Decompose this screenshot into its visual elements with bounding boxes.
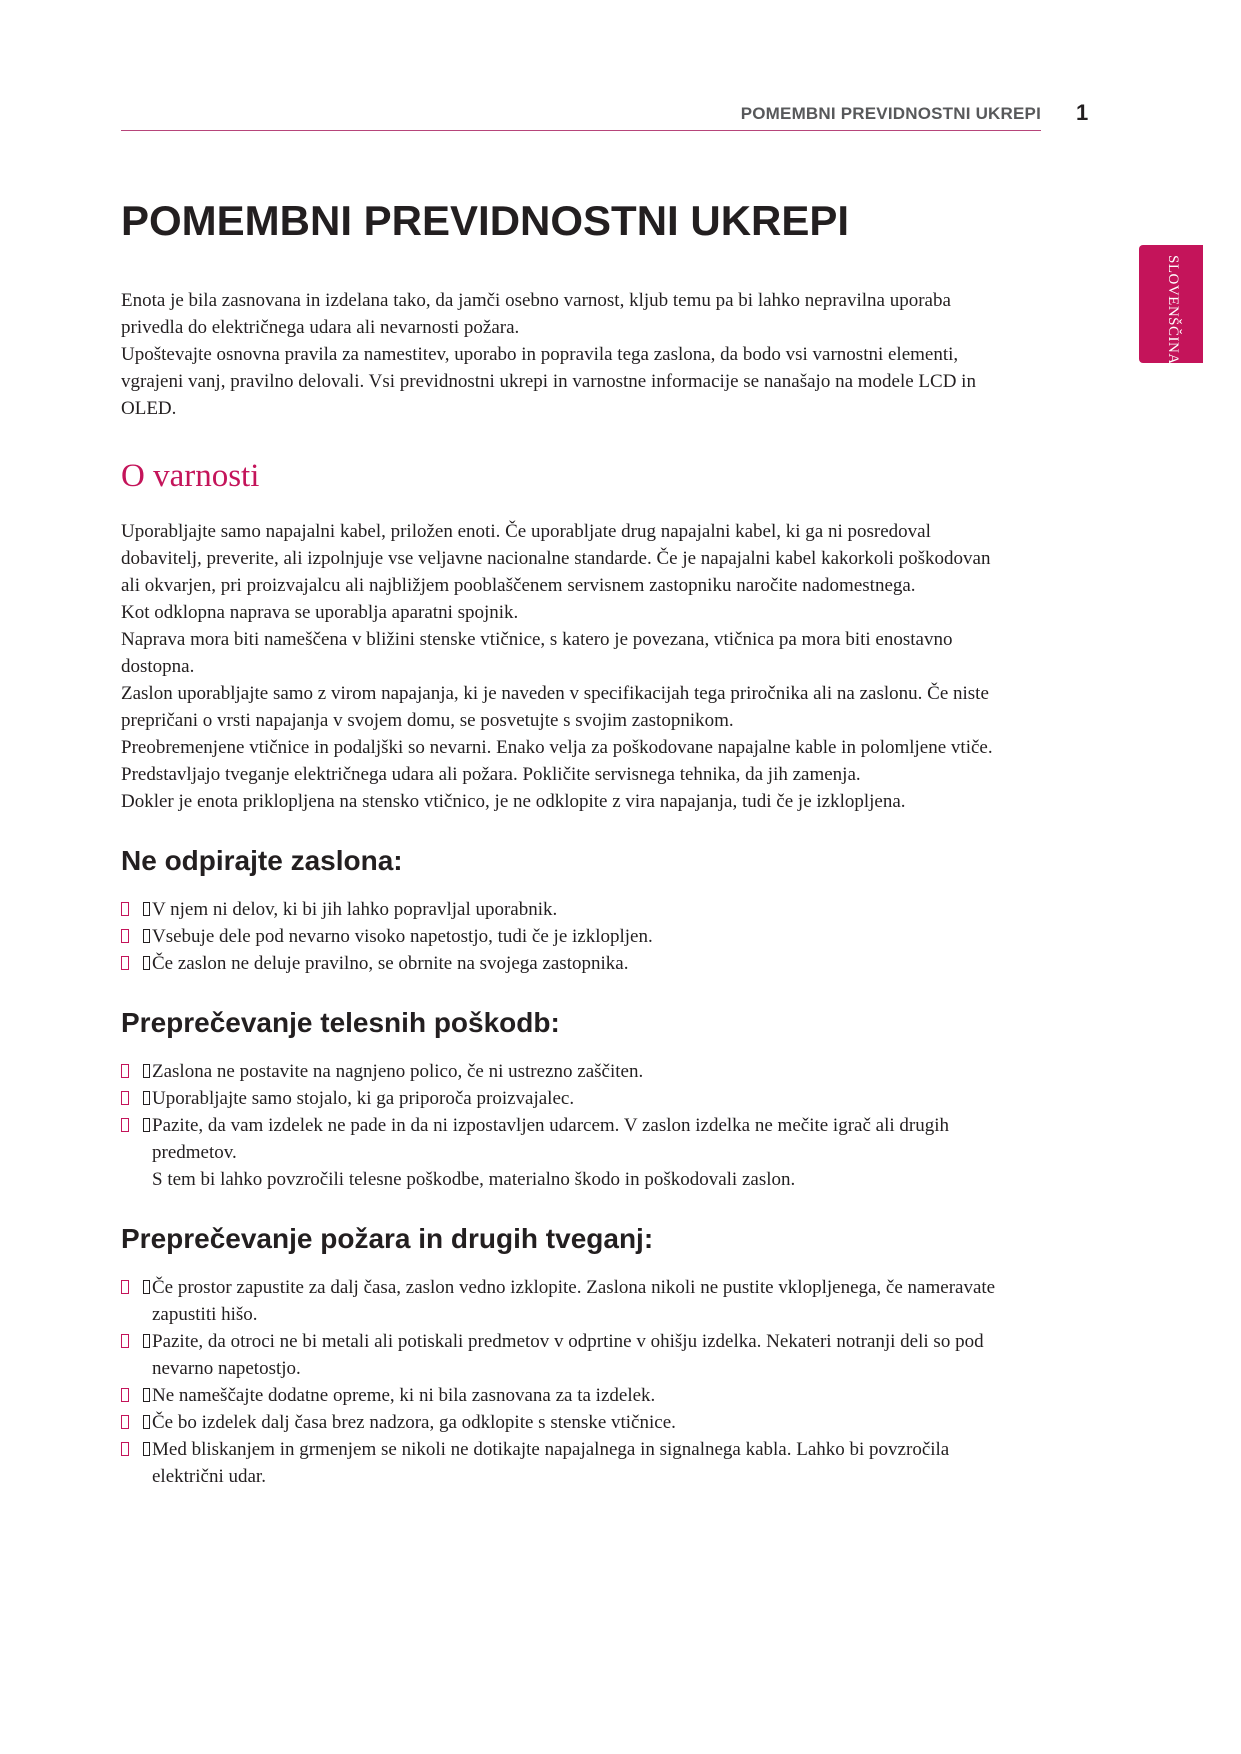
bullet-icon <box>143 902 150 916</box>
language-tab-label: SLOVENŠČINA <box>1165 255 1181 365</box>
bullet-icon <box>121 956 129 970</box>
bullet-icon <box>143 1442 150 1456</box>
list-item-text: S tem bi lahko povzročili telesne poškodbe, materialno škodo in poškodovali zaslon. <box>152 1169 796 1190</box>
bullet-icon <box>143 1064 150 1078</box>
safety-paragraph: Uporabljajte samo napajalni kabel, priložen enoti. Če uporabljate drug napajalni kabel, ki ga ni posredoval dobavitelj, preverite, ali izpolnjuje vse veljavne nacionalne standarde. Če je napajalni kabel kakorkoli poškodovan ali okvarjen, pri proizvajalcu ali najbližjem pooblaščenem servisnem zastopniku naročite nadomestnega. <box>121 521 991 596</box>
section-heading: Ne odpirajte zaslona: <box>121 845 403 876</box>
list-item-text: Zaslona ne postavite na nagnjeno polico, če ni ustrezno zaščiten. <box>152 1061 644 1082</box>
list-item <box>121 1112 1001 1166</box>
bullet-icon <box>143 1091 150 1105</box>
list-item-text: Če zaslon ne deluje pravilno, se obrnite na svojega zastopnika. <box>152 953 629 974</box>
list-item-text: Vsebuje dele pod nevarno visoko napetostjo, tudi če je izklopljen. <box>152 926 653 947</box>
safety-paragraph: Dokler je enota priklopljena na stensko vtičnico, je ne odklopite z vira napajanja, tudi če je izklopljena. <box>121 791 906 812</box>
bullet-icon <box>143 1388 150 1402</box>
intro-paragraph: Enota je bila zasnovana in izdelana tako, da jamči osebno varnost, kljub temu pa bi lahko nepravilna uporaba privedla do električnega udara ali nevarnosti požara. <box>121 290 951 338</box>
list-item <box>121 950 1001 977</box>
list-item <box>121 1382 1001 1409</box>
list-item <box>121 1436 1001 1490</box>
bullet-icon <box>143 1334 150 1348</box>
main-content <box>121 196 1001 1490</box>
list-item-text: Uporabljajte samo stojalo, ki ga priporoča proizvajalec. <box>152 1088 575 1109</box>
list-item-text: Pazite, da otroci ne bi metali ali potiskali predmetov v odprtine v ohišju izdelka. Nekateri notranji deli so pod nevarno napetostjo. <box>152 1331 984 1379</box>
list-item <box>121 1274 1001 1328</box>
section-heading: Preprečevanje požara in drugih tveganj: <box>121 1223 654 1254</box>
page-title: POMEMBNI PREVIDNOSTNI UKREPI <box>121 197 850 244</box>
bullet-icon <box>121 1118 129 1132</box>
list-item <box>121 896 1001 923</box>
bullet-icon <box>121 1064 129 1078</box>
section-heading: Preprečevanje telesnih poškodb: <box>121 1007 560 1038</box>
list-item-text: Pazite, da vam izdelek ne pade in da ni izpostavljen udarcem. V zaslon izdelka ne mečite igrač ali drugih predmetov. <box>152 1115 949 1163</box>
list-item-note <box>121 1166 1001 1193</box>
bullet-icon <box>121 1280 129 1294</box>
bullet-icon <box>143 1415 150 1429</box>
bullet-icon <box>143 1280 150 1294</box>
safety-paragraph: Naprava mora biti nameščena v bližini stenske vtičnice, s katero je povezana, vtičnica pa mora biti enostavno dostopna. <box>121 629 953 677</box>
bullet-icon <box>143 929 150 943</box>
safety-text <box>121 518 1001 815</box>
bullet-list <box>121 1058 1001 1193</box>
intro-paragraph: Upoštevajte osnovna pravila za namestitev, uporabo in popravila tega zaslona, da bodo vsi varnostni elementi, vgrajeni vanj, pravilno delovali. Vsi previdnostni ukrepi in varnostne informacije se nanašajo na modele LCD in OLED. <box>121 344 976 419</box>
bullet-list <box>121 1274 1001 1490</box>
running-header <box>121 100 1041 131</box>
bullet-icon <box>121 929 129 943</box>
bullet-icon <box>121 1334 129 1348</box>
list-item <box>121 1085 1001 1112</box>
safety-paragraph: Zaslon uporabljajte samo z virom napajanja, ki je naveden v specifikacijah tega priročnika ali na zaslonu. Če niste prepričani o vrsti napajanja v svojem domu, se posvetujte s svojim zastopnikom. <box>121 683 989 731</box>
bullet-icon <box>121 1091 129 1105</box>
running-title: POMEMBNI PREVIDNOSTNI UKREPI <box>740 104 1041 123</box>
list-item-text: Če prostor zapustite za dalj časa, zaslon vedno izklopite. Zaslona nikoli ne pustite vklopljenega, če nameravate zapustiti hišo. <box>152 1277 996 1325</box>
language-tab <box>1139 245 1203 363</box>
safety-paragraph: Kot odklopna naprava se uporablja aparatni spojnik. <box>121 602 519 623</box>
bullet-icon <box>121 1442 129 1456</box>
bullet-icon <box>121 902 129 916</box>
intro-text <box>121 287 1001 422</box>
bullet-list <box>121 896 1001 977</box>
list-item <box>121 1328 1001 1382</box>
list-item-text: Če bo izdelek dalj časa brez nadzora, ga odklopite s stenske vtičnice. <box>152 1412 676 1433</box>
bullet-icon <box>143 1118 150 1132</box>
list-item-text: Med bliskanjem in grmenjem se nikoli ne dotikajte napajalnega in signalnega kabla. Lahko bi povzročila električni udar. <box>152 1439 950 1487</box>
safety-paragraph: Preobremenjene vtičnice in podaljški so nevarni. Enako velja za poškodovane napajalne kable in polomljene vtiče. Predstavljajo tveganje električnega udara ali požara. Pokličite servisnega tehnika, da jih zamenja. <box>121 737 993 785</box>
list-item-text: Ne nameščajte dodatne opreme, ki ni bila zasnovana za ta izdelek. <box>152 1385 656 1406</box>
bullet-icon <box>121 1415 129 1429</box>
page-number: 1 <box>1076 100 1089 125</box>
list-item <box>121 1058 1001 1085</box>
bullet-icon <box>143 956 150 970</box>
list-item <box>121 923 1001 950</box>
safety-heading: O varnosti <box>121 458 260 494</box>
list-item-text: V njem ni delov, ki bi jih lahko popravljal uporabnik. <box>152 899 558 920</box>
bullet-icon <box>121 1388 129 1402</box>
list-item <box>121 1409 1001 1436</box>
